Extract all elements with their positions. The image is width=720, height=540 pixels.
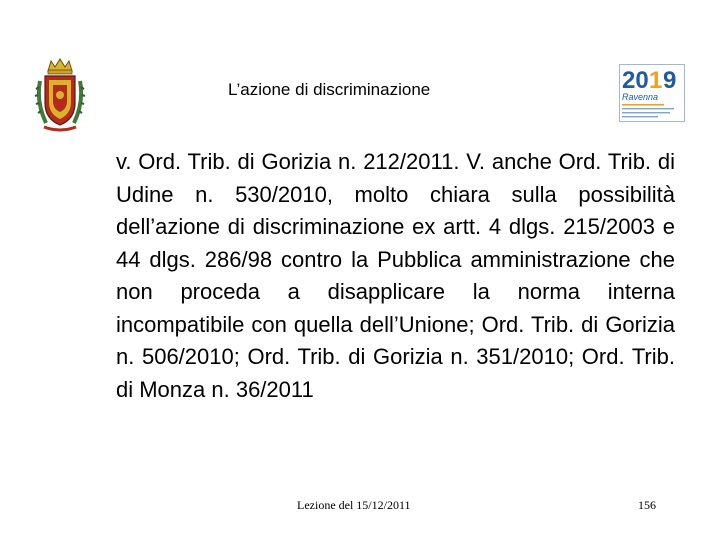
logo-year-1: 1 bbox=[649, 67, 663, 94]
logo-year-20: 20 bbox=[622, 67, 649, 94]
page-number: 156 bbox=[638, 498, 656, 512]
logo-year-9: 9 bbox=[663, 67, 677, 94]
slide-title: L’azione di discriminazione bbox=[228, 80, 431, 99]
footer-date: Lezione del 15/12/2011 bbox=[297, 498, 411, 512]
municipal-crest-logo bbox=[34, 57, 86, 133]
ravenna-2019-logo bbox=[619, 64, 685, 122]
slide-body-text: v. Ord. Trib. di Gorizia n. 212/2011. V. anche Ord. Trib. di Udine n. 530/2010, molto chiara sulla possibilità dell’azione di discriminazione ex artt. 4 dlgs. 215/2003 e 44 dlgs. 286/98 contro la Pubblica amministrazione che non proceda a disapplicare la norma interna incompatibile con quella dell’Unione; Ord. Trib. di Gorizia n. 506/2010; Ord. Trib. di Gorizia n. 351/2010; Ord. Trib. di Monza n. 36/2011 bbox=[116, 149, 675, 402]
logo-city: Ravenna bbox=[622, 92, 659, 102]
